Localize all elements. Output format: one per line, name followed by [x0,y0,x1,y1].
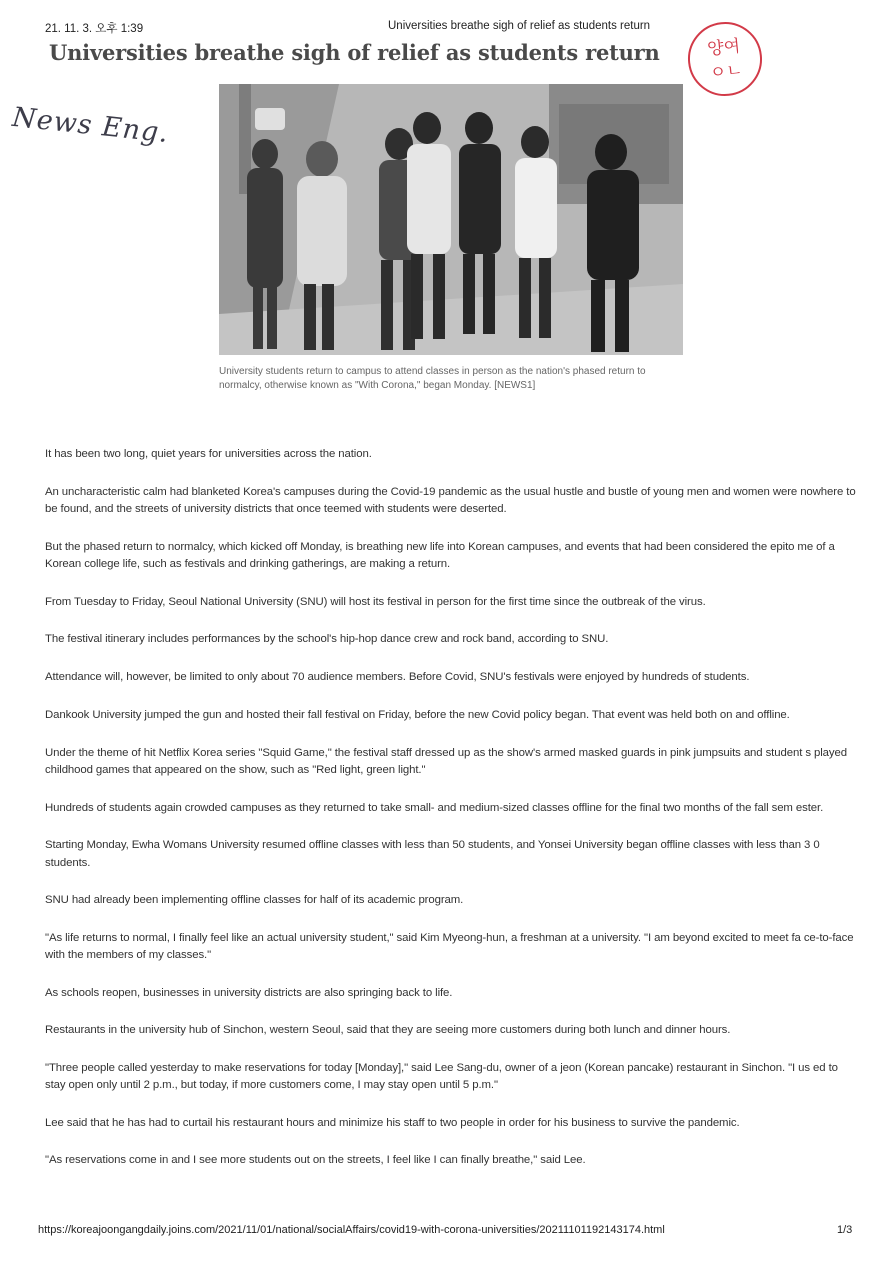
article-headline: Universities breathe sigh of relief as students return [49,40,660,65]
students-walking-photo [219,84,683,355]
handwritten-note: News Eng. [10,101,171,150]
paragraph: Restaurants in the university hub of Sinchon, western Seoul, said that they are seeing more customers during both lunch and dinner hours. [45,1024,731,1036]
print-header-title: Universities breathe sigh of relief as students return [388,20,651,32]
paragraph: Attendance will, however, be limited to only about 70 audience members. Before Covid, SNU's festivals were enjoyed by hundreds of students. [45,670,750,683]
print-footer-url: https://koreajoongangdaily.joins.com/2021/11/01/national/socialAffairs/covid19-with-corona-universities/20211101192143174.html [38,1224,665,1236]
paragraph: "As reservations come in and I see more students out on the streets, I feel like I can finally breathe," said Lee. [45,1154,586,1166]
paragraph: Hundreds of students again crowded campuses as they returned to take small- and medium-sized classes offline for the final two months of the fall sem ester. [45,801,824,814]
paragraph: SNU had already been implementing offline classes for half of its academic program. [45,894,464,906]
paragraph: An uncharacteristic calm had blanketed Korea's campuses during the Covid-19 pandemic as the usual hustle and bustle of young men and women were nowhere to be found, and the streets of university districts that once teemed with students were deserted. [45,485,856,515]
paragraph: "As life returns to normal, I finally feel like an actual university student," said Kim Myeong-hun, a freshman at a university. "I am beyond excited to meet fa ce-to-face with the members of my classes." [45,931,854,961]
paragraph: Starting Monday, Ewha Womans University resumed offline classes with less than 50 students, and Yonsei University began offline classes with less than 3 0 students. [45,839,820,869]
article-photo [219,84,683,355]
page-number: 1/3 [837,1224,853,1236]
paragraph: "Three people called yesterday to make reservations for today [Monday]," said Lee Sang-du, owner of a jeon (Korean pancake) restaurant in Sinchon. "I us ed to stay open only until 2 p.m., but today, if more customers come, I may stay open until 5 p.m." [45,1061,838,1091]
stamp-line-1: 양여 [706,36,742,60]
paragraph: Lee said that he has had to curtail his restaurant hours and minimize his staff to two people in order for his business to survive the pandemic. [45,1116,740,1129]
paragraph: But the phased return to normalcy, which kicked off Monday, is breathing new life into Korean campuses, and events that had been considered the epito me of a Korean college life, such as festivals and drinking gatherings, are making a return. [45,540,835,570]
paragraph: As schools reopen, businesses in university districts are also springing back to life. [45,986,453,999]
article-body [45,446,857,1190]
photo-caption: University students return to campus to attend classes in person as the nation's phased return to normalcy, otherwise known as "With Corona," began Monday. [NEWS1] [219,366,646,391]
print-date: 21. 11. 3. 오후 1:39 [45,23,144,35]
stamp-line-2: ㅇㄴ [708,60,744,84]
paragraph: Dankook University jumped the gun and hosted their fall festival on Friday, before the new Covid policy began. That event was held both on and offline. [45,709,790,721]
paragraph: It has been two long, quiet years for universities across the nation. [45,448,372,460]
paragraph: Under the theme of hit Netflix Korea series "Squid Game," the festival staff dressed up as the show's armed masked guards in pink jumpsuits and student s played childhood games that appeared on the show, such as "Red light, green light." [45,746,847,776]
paragraph: From Tuesday to Friday, Seoul National University (SNU) will host its festival in person for the first time since the outbreak of the virus. [45,595,706,608]
paragraph: The festival itinerary includes performances by the school's hip-hop dance crew and rock band, according to SNU. [45,633,609,645]
handwritten-stamp [684,18,765,99]
